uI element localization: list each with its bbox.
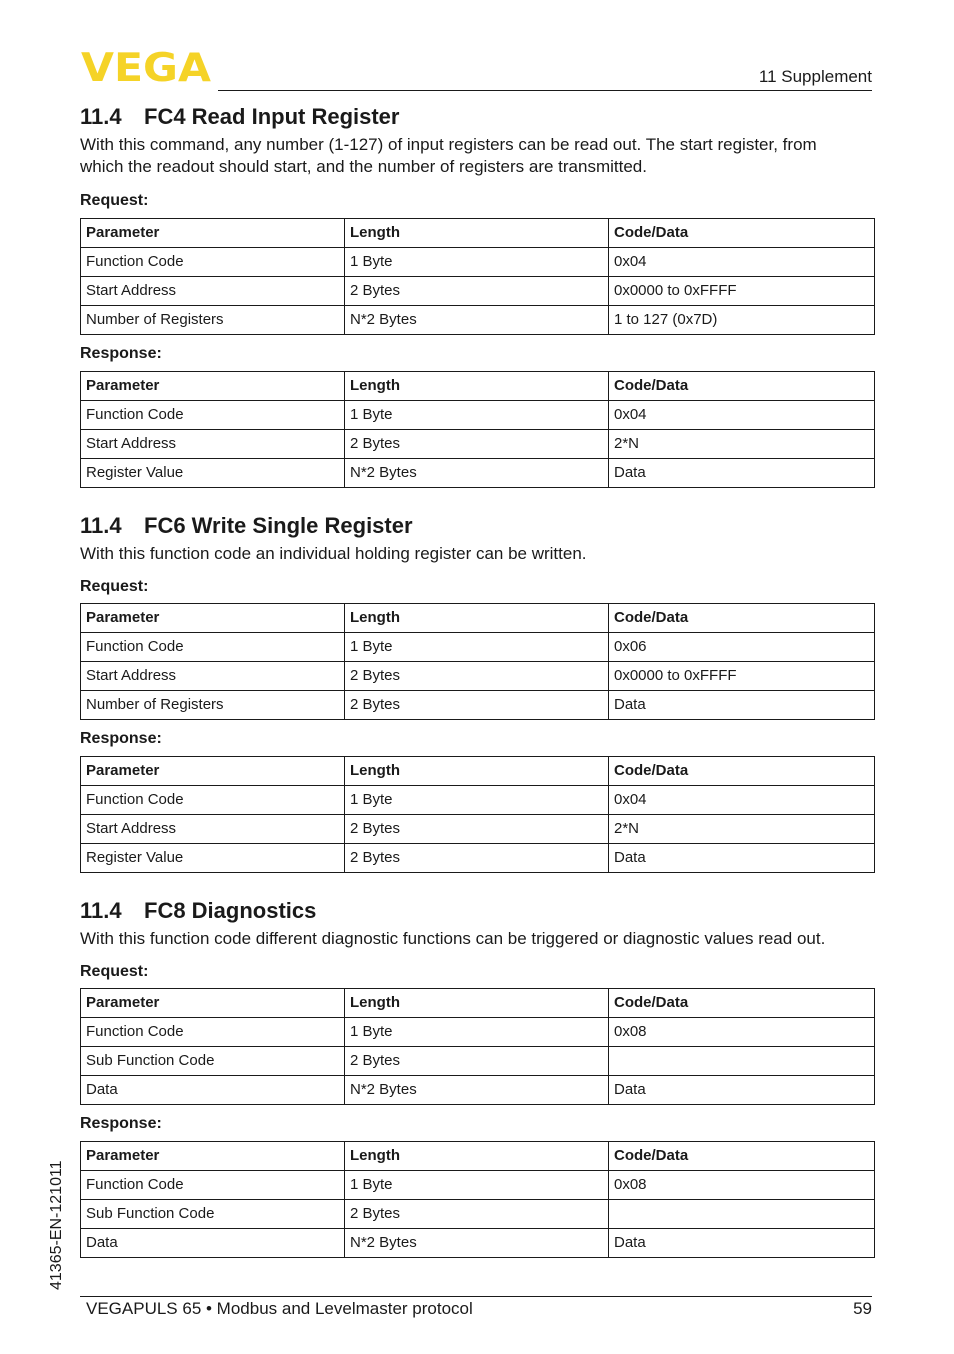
request-table [80,603,875,720]
header-cell: Code/Data [609,219,875,248]
header-cell: Parameter [81,989,345,1018]
section-title: FC6 Write Single Register [144,513,413,538]
table-cell: 0x08 [609,1018,875,1047]
table-cell: Function Code [81,786,345,815]
header-cell: Parameter [81,219,345,248]
section-number: 11.4 [80,513,122,538]
table-cell: 0x08 [609,1171,875,1200]
table-label-response: Response: [80,730,162,747]
intro-line: With this function code different diagnostic functions can be triggered or diagnostic values read out. [80,929,826,948]
table-cell: Start Address [81,430,345,459]
document-code: 41365-EN-121011 [48,1160,65,1290]
table-cell: 2 Bytes [345,1047,609,1076]
table-cell: Function Code [81,1171,345,1200]
header-cell: Length [345,219,609,248]
table-cell: 2 Bytes [345,662,609,691]
table-row [81,306,875,335]
section-title: FC8 Diagnostics [144,898,317,923]
table-cell: 2*N [609,430,875,459]
table-cell: 1 Byte [345,1171,609,1200]
header-rule [218,90,872,91]
table-label-request: Request: [80,192,149,209]
table-cell: 1 Byte [345,248,609,277]
header-cell: Length [345,757,609,786]
table-label-request: Request: [80,578,149,595]
table-header-row [81,372,875,401]
table-row [81,1200,875,1229]
table-header-row [81,1142,875,1171]
table-cell: Number of Registers [81,691,345,720]
table-cell: Sub Function Code [81,1200,345,1229]
table-row [81,1047,875,1076]
table-label-request: Request: [80,963,149,980]
table-cell: 2 Bytes [345,844,609,873]
footer-rule [80,1296,872,1297]
request-table [80,988,875,1105]
table-row [81,662,875,691]
section-intro [80,543,874,565]
table-row [81,459,875,488]
table-cell: N*2 Bytes [345,459,609,488]
header-cell: Code/Data [609,989,875,1018]
table-header-row [81,604,875,633]
table-cell [609,1047,875,1076]
table-cell: Data [81,1229,345,1258]
table-cell: Function Code [81,1018,345,1047]
header-cell: Parameter [81,372,345,401]
table-cell: 2*N [609,815,875,844]
table-cell: Start Address [81,662,345,691]
table-cell: 2 Bytes [345,815,609,844]
table-cell: 0x04 [609,248,875,277]
table-row [81,633,875,662]
table-cell: Sub Function Code [81,1047,345,1076]
header-cell: Length [345,1142,609,1171]
chapter-title: 11 Supplement [758,67,872,86]
table-cell: Data [609,1229,875,1258]
table-row [81,430,875,459]
header-cell: Code/Data [609,604,875,633]
table-label-response: Response: [80,1115,162,1132]
header-cell: Code/Data [609,1142,875,1171]
request-table [80,218,875,335]
section-heading [80,102,874,132]
table-row [81,248,875,277]
header-cell: Length [345,604,609,633]
table-row [81,401,875,430]
table-cell: Number of Registers [81,306,345,335]
section-number: 11.4 [80,898,122,923]
table-header-row [81,219,875,248]
table-cell: Function Code [81,401,345,430]
header-cell: Parameter [81,1142,345,1171]
table-cell: 1 Byte [345,786,609,815]
table-cell: 2 Bytes [345,691,609,720]
table-cell: Data [609,459,875,488]
table-cell: Register Value [81,844,345,873]
table-row [81,844,875,873]
section-intro [80,928,874,950]
table-cell: 1 Byte [345,1018,609,1047]
table-row [81,815,875,844]
table-cell: 2 Bytes [345,430,609,459]
table-cell: Data [609,691,875,720]
response-table [80,1141,875,1258]
table-cell: 1 to 127 (0x7D) [609,306,875,335]
table-cell: 2 Bytes [345,277,609,306]
table-cell: Function Code [81,633,345,662]
table-label-response: Response: [80,345,162,362]
table-cell: Start Address [81,815,345,844]
section-fc4 [80,102,874,488]
section-number: 11.4 [80,104,122,129]
header-cell: Parameter [81,604,345,633]
table-cell: Data [609,1076,875,1105]
table-cell [609,1200,875,1229]
table-cell: 2 Bytes [345,1200,609,1229]
header-cell: Code/Data [609,757,875,786]
section-title: FC4 Read Input Register [144,104,400,129]
footer-title: VEGAPULS 65 • Modbus and Levelmaster protocol [86,1299,473,1318]
table-cell: Start Address [81,277,345,306]
header-cell: Code/Data [609,372,875,401]
table-row [81,1018,875,1047]
table-cell: Function Code [81,248,345,277]
vega-logo-text: VEGA [81,50,211,84]
header-cell: Length [345,989,609,1018]
header-cell: Length [345,372,609,401]
table-cell: 0x04 [609,786,875,815]
table-cell: 0x0000 to 0xFFFF [609,277,875,306]
intro-line: With this command, any number (1-127) of input registers can be read out. The start register, from [80,135,817,154]
table-cell: Register Value [81,459,345,488]
table-row [81,277,875,306]
table-cell: N*2 Bytes [345,1076,609,1105]
section-fc6 [80,511,874,873]
vega-logo [80,50,212,84]
page-number: 59 [853,1299,872,1318]
table-header-row [81,989,875,1018]
header-cell: Parameter [81,757,345,786]
section-heading [80,896,874,926]
table-cell: 0x06 [609,633,875,662]
table-cell: N*2 Bytes [345,306,609,335]
intro-line: which the readout should start, and the number of registers are transmitted. [80,157,647,176]
table-row [81,786,875,815]
response-table [80,756,875,873]
section-intro [80,134,874,178]
table-row [81,1076,875,1105]
table-cell: Data [81,1076,345,1105]
table-row [81,691,875,720]
table-cell: 1 Byte [345,633,609,662]
section-heading [80,511,874,541]
table-cell: 0x0000 to 0xFFFF [609,662,875,691]
response-table [80,371,875,488]
table-cell: Data [609,844,875,873]
section-fc8 [80,896,874,1258]
table-cell: 1 Byte [345,401,609,430]
intro-line: With this function code an individual holding register can be written. [80,544,587,563]
table-row [81,1229,875,1258]
table-cell: 0x04 [609,401,875,430]
table-row [81,1171,875,1200]
table-header-row [81,757,875,786]
table-cell: N*2 Bytes [345,1229,609,1258]
